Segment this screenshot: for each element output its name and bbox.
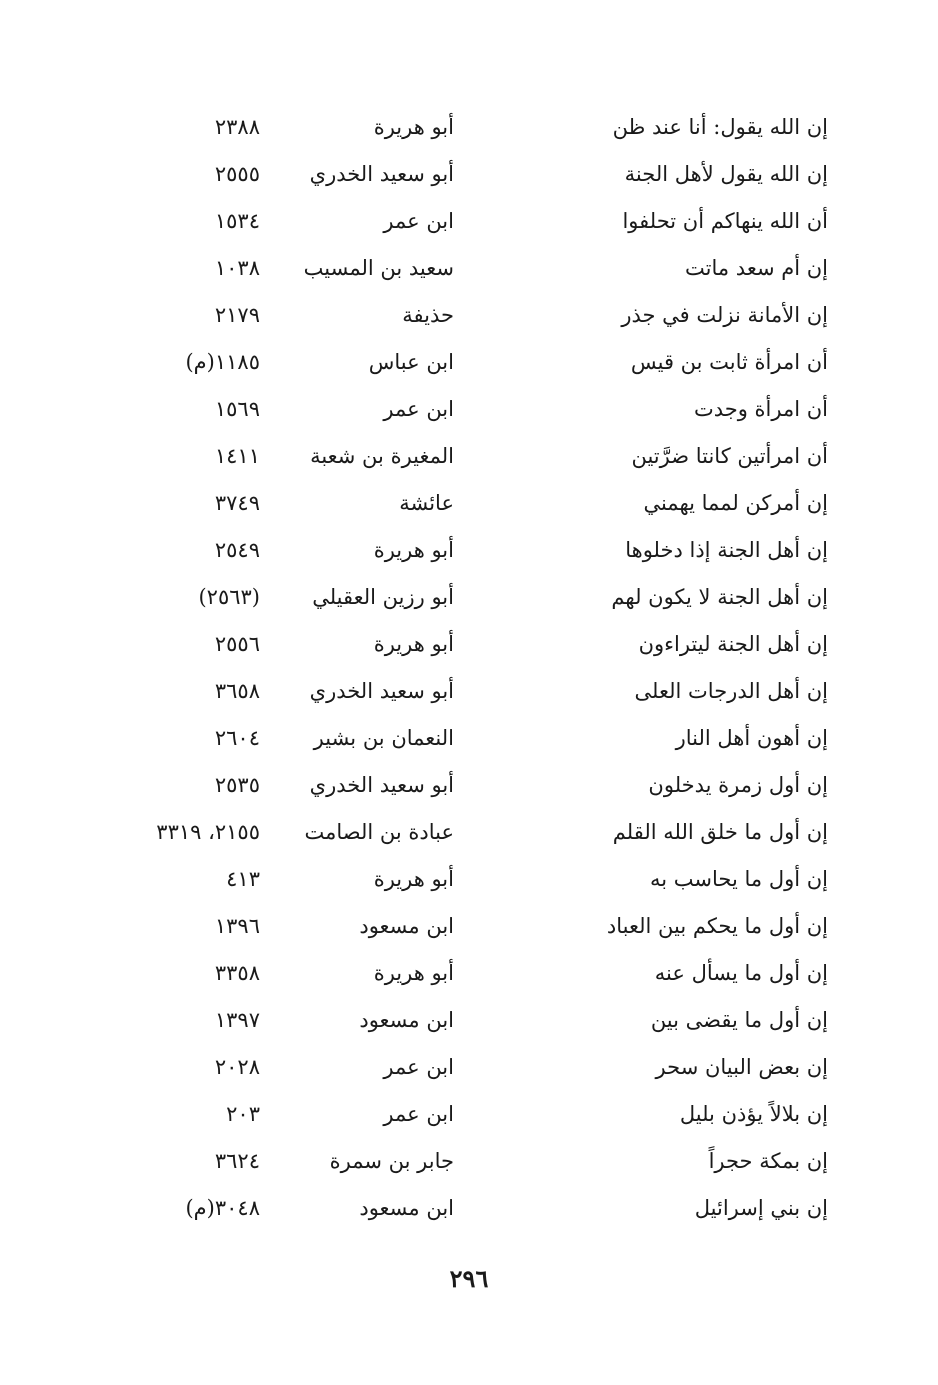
narrator-name: أبو سعيد الخدري <box>309 773 454 797</box>
hadith-index-table <box>0 104 938 1232</box>
hadith-number: ٤١٣ <box>226 867 260 891</box>
narrator-name: سعيد بن المسيب <box>303 256 454 280</box>
hadith-opening: إن أول ما يقضى بين <box>650 1008 828 1032</box>
hadith-opening: أن امرأتين كانتا ضرَّتين <box>631 444 828 468</box>
hadith-opening: أن امرأة وجدت <box>693 397 828 421</box>
hadith-opening: إن أم سعد ماتت <box>685 256 828 280</box>
index-row <box>0 809 938 856</box>
hadith-opening: إن أول ما يحاسب به <box>650 867 828 891</box>
index-row <box>0 1091 938 1138</box>
narrator-name: أبو هريرة <box>373 632 454 656</box>
hadith-number: ٢٦٠٤ <box>214 726 260 750</box>
narrator-name: ابن عمر <box>383 1102 454 1126</box>
narrator-name: أبو سعيد الخدري <box>309 679 454 703</box>
index-row <box>0 1044 938 1091</box>
index-row <box>0 856 938 903</box>
index-row <box>0 715 938 762</box>
hadith-number: ٣٦٢٤ <box>214 1149 260 1173</box>
index-row <box>0 480 938 527</box>
index-row <box>0 198 938 245</box>
hadith-opening: إن أول ما يسأل عنه <box>654 961 828 985</box>
hadith-number: ٣٠٤٨(م) <box>185 1196 260 1220</box>
hadith-number: ١٣٩٦ <box>214 914 260 938</box>
hadith-number: ٢٥٥٥ <box>214 162 260 186</box>
hadith-opening: إن أول زمرة يدخلون <box>648 773 828 797</box>
narrator-name: النعمان بن بشير <box>313 726 454 750</box>
hadith-number: ٣٦٥٨ <box>214 679 260 703</box>
hadith-number: ١١٨٥(م) <box>185 350 260 374</box>
narrator-name: ابن عمر <box>383 209 454 233</box>
narrator-name: ابن مسعود <box>359 1196 454 1220</box>
hadith-opening: إن بمكة حجراً <box>708 1149 828 1173</box>
hadith-opening: أن امرأة ثابت بن قيس <box>630 350 828 374</box>
narrator-name: ابن عمر <box>383 1055 454 1079</box>
narrator-name: أبو هريرة <box>373 115 454 139</box>
hadith-opening: إن أهل الجنة إذا دخلوها <box>625 538 828 562</box>
hadith-number: ١٣٩٧ <box>214 1008 260 1032</box>
narrator-name: المغيرة بن شعبة <box>310 444 454 468</box>
index-row <box>0 245 938 292</box>
hadith-opening: أن الله ينهاكم أن تحلفوا <box>622 209 828 233</box>
narrator-name: عبادة بن الصامت <box>304 820 454 844</box>
narrator-name: أبو رزين العقيلي <box>312 585 454 609</box>
hadith-number: ٢١٥٥، ٣٣١٩ <box>156 820 260 844</box>
hadith-number: (٢٥٦٣) <box>198 585 260 609</box>
narrator-name: جابر بن سمرة <box>329 1149 454 1173</box>
hadith-opening: إن أهل الجنة لا يكون لهم <box>611 585 828 609</box>
page-number: ٢٩٦ <box>449 1264 489 1293</box>
narrator-name: حذيفة <box>402 303 454 327</box>
narrator-name: عائشة <box>399 491 454 515</box>
narrator-name: ابن مسعود <box>359 1008 454 1032</box>
hadith-number: ٢٣٨٨ <box>214 115 260 139</box>
index-row <box>0 104 938 151</box>
narrator-name: أبو هريرة <box>373 867 454 891</box>
narrator-name: ابن عباس <box>368 350 454 374</box>
hadith-opening: إن أمركن لمما يهمني <box>643 491 828 515</box>
hadith-opening: إن أول ما خلق الله القلم <box>612 820 828 844</box>
index-row <box>0 1138 938 1185</box>
hadith-opening: إن الله يقول لأهل الجنة <box>624 162 828 186</box>
hadith-number: ٢٥٣٥ <box>214 773 260 797</box>
hadith-number: ٣٧٤٩ <box>214 491 260 515</box>
hadith-number: ٢٠٣ <box>226 1102 260 1126</box>
index-row <box>0 386 938 433</box>
hadith-opening: إن أهل الدرجات العلى <box>634 679 828 703</box>
index-row <box>0 621 938 668</box>
hadith-number: ٢٠٢٨ <box>214 1055 260 1079</box>
narrator-name: ابن عمر <box>383 397 454 421</box>
hadith-number: ١٥٣٤ <box>214 209 260 233</box>
hadith-number: ٢٥٥٦ <box>214 632 260 656</box>
index-row <box>0 433 938 480</box>
index-row <box>0 527 938 574</box>
hadith-number: ٢٥٤٩ <box>214 538 260 562</box>
index-row <box>0 950 938 997</box>
hadith-number: ٢١٧٩ <box>214 303 260 327</box>
index-row <box>0 574 938 621</box>
hadith-opening: إن بلالاً يؤذن بليل <box>679 1102 828 1126</box>
index-row <box>0 903 938 950</box>
hadith-opening: إن الله يقول: أنا عند ظن <box>612 115 828 139</box>
hadith-opening: إن بني إسرائيل <box>694 1196 828 1220</box>
narrator-name: أبو هريرة <box>373 961 454 985</box>
index-row <box>0 997 938 1044</box>
index-row <box>0 1185 938 1232</box>
index-row <box>0 339 938 386</box>
index-row <box>0 668 938 715</box>
hadith-number: ١٥٦٩ <box>214 397 260 421</box>
index-row <box>0 292 938 339</box>
hadith-opening: إن الأمانة نزلت في جذر <box>621 303 828 327</box>
hadith-number: ١٤١١ <box>214 444 260 468</box>
index-row <box>0 151 938 198</box>
narrator-name: أبو هريرة <box>373 538 454 562</box>
index-row <box>0 762 938 809</box>
narrator-name: ابن مسعود <box>359 914 454 938</box>
hadith-opening: إن أهون أهل النار <box>675 726 828 750</box>
hadith-opening: إن أهل الجنة ليتراءون <box>638 632 828 656</box>
hadith-opening: إن أول ما يحكم بين العباد <box>606 914 828 938</box>
narrator-name: أبو سعيد الخدري <box>309 162 454 186</box>
hadith-number: ١٠٣٨ <box>214 256 260 280</box>
hadith-opening: إن بعض البيان سحر <box>655 1055 828 1079</box>
hadith-number: ٣٣٥٨ <box>214 961 260 985</box>
